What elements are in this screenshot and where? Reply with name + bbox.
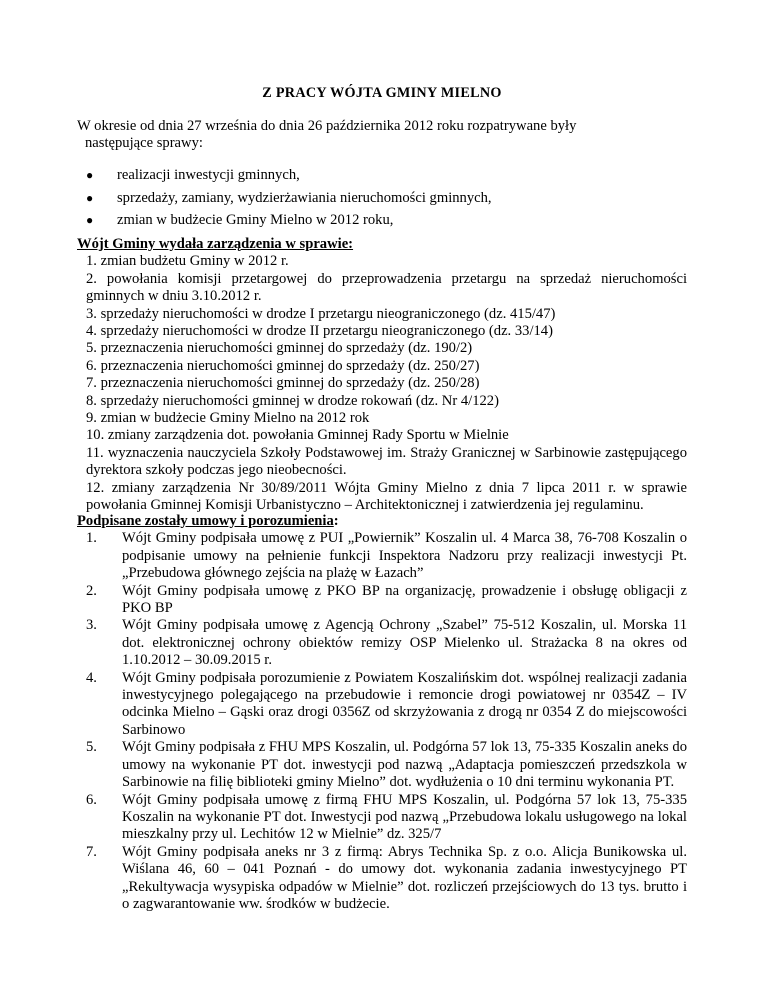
orders-heading: Wójt Gminy wydała zarządzenia w sprawie: xyxy=(77,236,354,252)
intro-line-2: następujące sprawy: xyxy=(85,135,203,152)
list-item: 5. Wójt Gminy podpisała z FHU MPS Koszalin, ul. Podgórna 57 lok 13, 75-335 Koszalin aneks do umowy na wykonanie PT dot. inwestycji pod nazwą „Adaptacja pomieszczeń przedszkola w Sarbinowie na filię biblioteki gminy Mielno” dot. wydłużenia o 10 dni terminu wykonania PT. xyxy=(86,739,687,791)
list-item: 2. powołania komisji przetargowej do przeprowadzenia przetargu na sprzedaż nieruchomości gminnych w dniu 3.10.2012 r. xyxy=(86,270,687,305)
list-item: 8. sprzedaży nieruchomości gminnej w drodze rokowań (dz. Nr 4/122) xyxy=(86,392,499,409)
list-item: 10. zmiany zarządzenia dot. powołania Gminnej Rady Sportu w Mielnie xyxy=(86,427,509,444)
intro-paragraph xyxy=(77,118,687,153)
agreements-section xyxy=(77,513,687,913)
orders-list xyxy=(77,253,687,514)
document-title: Z PRACY WÓJTA GMINY MIELNO xyxy=(262,85,502,101)
list-item: 7. Wójt Gminy podpisała aneks nr 3 z firmą: Abrys Technika Sp. z o.o. Alicja Bunikowska ul. Wiślana 46, 60 – 041 Poznań - do umowy dot. wykonania zadania inwestycyjnego PT „Rekultywacja wysypiska odpadów w Mielnie” dot. rozliczeń przejściowych do 13 tys. brutto i o zagwarantowanie ww. środków w budżecie. xyxy=(86,843,687,912)
list-item: 7. przeznaczenia nieruchomości gminnej do sprzedaży (dz. 250/28) xyxy=(86,375,480,392)
list-item: 2. Wójt Gminy podpisała umowę z PKO BP na organizację, prowadzenie i obsługę obligacji z PKO BP xyxy=(86,582,687,617)
list-item: 3. Wójt Gminy podpisała umowę z Agencją Ochrony „Szabel” 75-512 Koszalin, ul. Morska 11 dot. elektronicznej ochrony obiektów remizy OSP Mielenko ul. Strażacka 8 na okres od 1.10.2012 – 30.09.2015 r. xyxy=(86,617,687,669)
list-item: 4. sprzedaży nieruchomości w drodze II przetargu nieograniczonego (dz. 33/14) xyxy=(86,323,553,340)
list-item: 11. wyznaczenia nauczyciela Szkoły Podstawowej im. Straży Granicznej w Sarbinowie zastępującego dyrektora szkoły podczas jego nieobecności. xyxy=(86,444,687,479)
list-item: 6. przeznaczenia nieruchomości gminnej do sprzedaży (dz. 250/27) xyxy=(86,357,480,374)
list-item: ● realizacji inwestycji gminnych, xyxy=(86,167,300,183)
orders-section xyxy=(77,236,687,515)
list-item: 6. Wójt Gminy podpisała umowę z firmą FHU MPS Koszalin, ul. Podgórna 57 lok 13, 75-335 Koszalin na wykonanie PT dot. Inwestycji pod nazwą „Przebudowa lokalu usługowego na lokal mieszkalny przy ul. Lechitów 12 w Mielnie” dz. 325/7 xyxy=(86,791,687,843)
list-item: ● zmian w budżecie Gminy Mielno w 2012 roku, xyxy=(86,212,394,228)
bullet-icon: ● xyxy=(86,190,94,205)
list-item: ● sprzedaży, zamiany, wydzierżawiania nieruchomości gminnych, xyxy=(86,189,492,206)
bullet-icon: ● xyxy=(86,213,94,227)
list-item: 1. zmian budżetu Gminy w 2012 r. xyxy=(86,253,289,270)
list-item: 4. Wójt Gminy podpisała porozumienie z Powiatem Koszalińskim dot. wspólnej realizacji zadania inwestycyjnego polegającego na przebudowie i remoncie drogi powiatowej nr 0354Z – IV odcinka Mielno – Gąski oraz drogi 0356Z od skrzyżowania z drogą nr 0354 Z do miejscowości Sarbinowo xyxy=(86,669,687,738)
agreements-list xyxy=(77,530,687,913)
list-item: 5. przeznaczenia nieruchomości gminnej do sprzedaży (dz. 190/2) xyxy=(86,340,473,357)
matters-list xyxy=(77,167,687,235)
bullet-icon: ● xyxy=(86,168,94,182)
list-item: 3. sprzedaży nieruchomości w drodze I przetargu nieograniczonego (dz. 415/47) xyxy=(86,305,556,322)
intro-line-1: W okresie od dnia 27 września do dnia 26 października 2012 roku rozpatrywane były xyxy=(77,118,577,134)
agreements-heading: Podpisane zostały umowy i porozumienia: xyxy=(77,513,339,529)
list-item: 12. zmiany zarządzenia Nr 30/89/2011 Wójta Gminy Mielno z dnia 7 lipca 2011 r. w sprawie powołania Gminnej Komisji Urbanistyczno – Architektonicznej i zatwierdzenia jej regulaminu. xyxy=(86,479,687,514)
list-item: 1. Wójt Gminy podpisała umowę z PUI „Powiernik” Koszalin ul. 4 Marca 38, 76-708 Koszalin o podpisanie umowy na pełnienie funkcji Inspektora Nadzoru przy realizacji inwestycji Pt. „Przebudowa głównego zejścia na plażę w Łazach” xyxy=(86,530,687,582)
list-item: 9. zmian w budżecie Gminy Mielno na 2012 rok xyxy=(86,410,370,427)
